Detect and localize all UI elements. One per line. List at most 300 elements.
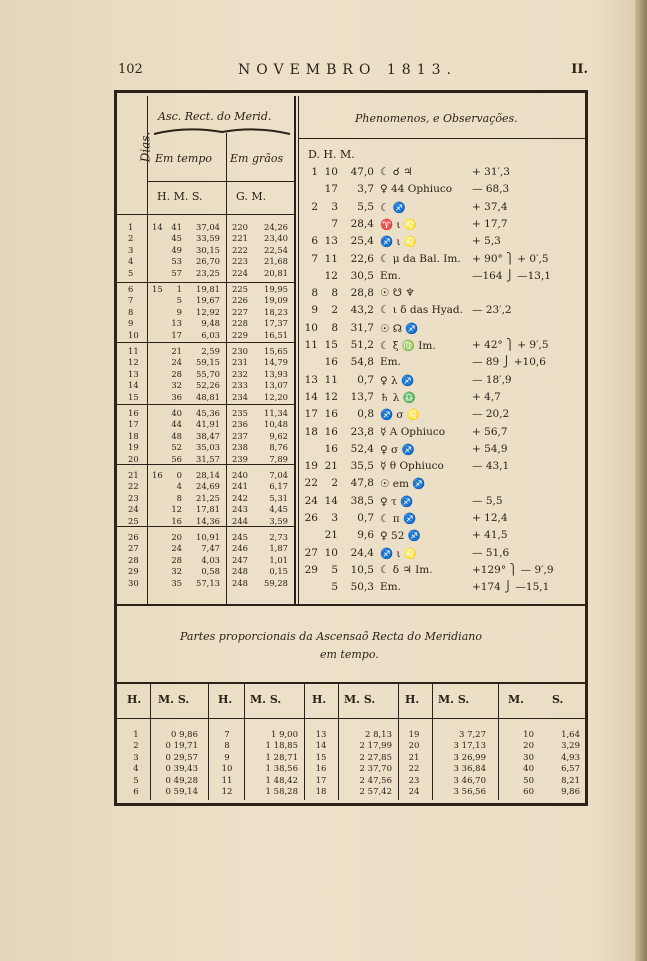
partes-header: S. <box>552 693 564 706</box>
partes-cell: 8,21 <box>561 775 580 786</box>
row-day: 25 <box>128 515 139 526</box>
row-day: 30 <box>128 577 139 588</box>
phen-body: ☿ θ Ophiuco <box>380 460 444 473</box>
phen-hour: 15 <box>324 339 338 351</box>
partes-title-2: em tempo. <box>320 648 379 661</box>
partes-header-rule <box>117 718 585 719</box>
row-degree: 245 <box>232 532 248 542</box>
phen-hour: 5 <box>331 563 338 576</box>
phen-hour: 21 <box>324 460 338 473</box>
phen-value: — 5,5 <box>472 494 503 507</box>
tempo-graos-divider <box>226 133 227 604</box>
partes-cell: 16 <box>315 764 327 775</box>
partes-cell: 3,29 <box>561 741 580 752</box>
partes-cell: 3 46,70 <box>453 775 486 786</box>
partes-cell: 50 <box>523 775 534 786</box>
phen-minute: 3,7 <box>357 183 374 196</box>
partes-cell: 1 18,85 <box>265 741 298 752</box>
phen-day: 6 <box>311 235 318 248</box>
row-degree: 223 <box>232 256 248 267</box>
row-second: 21,25 <box>196 492 220 503</box>
row-degree: 248 <box>232 566 248 577</box>
row-minute-arc: 4,45 <box>269 504 288 515</box>
row-degree: 230 <box>232 346 248 356</box>
partes-cell: 60 <box>523 787 534 797</box>
partes-cell: 1,64 <box>561 730 580 740</box>
row-minute-arc: 19,95 <box>264 284 288 294</box>
phen-minute: 0,7 <box>357 512 374 524</box>
phen-day: 18 <box>304 425 318 438</box>
partes-cell: 24 <box>408 787 420 797</box>
row-minute-arc: 23,40 <box>264 233 288 244</box>
brace-ornament <box>152 126 292 136</box>
row-second: 0,58 <box>201 566 220 577</box>
phen-day: 14 <box>304 390 318 403</box>
partes-cell: 0 29,57 <box>165 752 198 763</box>
group-rule-2 <box>117 342 294 343</box>
partes-header: M. S. <box>438 693 470 706</box>
phen-hour: 2 <box>331 477 338 490</box>
phen-value: + 4,7 <box>472 390 501 403</box>
row-second: 37,04 <box>196 222 220 232</box>
phen-value: + 42° ⎫ + 9′,5 <box>472 339 549 351</box>
partes-col-divider <box>304 684 305 800</box>
row-minute: 4 <box>176 481 182 492</box>
phen-minute: 47,8 <box>350 477 374 490</box>
phen-value: —164 ⎭ —13,1 <box>472 269 551 282</box>
row-degree: 227 <box>232 306 248 317</box>
row-minute-arc: 18,23 <box>264 306 288 317</box>
phen-minute: 25,4 <box>350 235 374 248</box>
partes-cell: 22 <box>408 764 420 775</box>
partes-header: M. S. <box>250 693 282 706</box>
phen-body: ☾ δ ♃ Im. <box>380 563 433 576</box>
row-day: 3 <box>128 244 134 255</box>
partes-title-1: Partes proporcionais da Ascensaõ Recta do Meridiano <box>180 630 482 643</box>
row-second: 10,91 <box>196 532 220 542</box>
row-minute-arc: 3,59 <box>269 515 288 526</box>
row-day: 20 <box>128 453 139 464</box>
phen-hour: 12 <box>324 390 338 403</box>
phen-hour: 10 <box>324 546 338 559</box>
partes-cell: 7 <box>224 730 230 740</box>
row-minute: 16 <box>171 515 182 526</box>
row-degree: 225 <box>232 284 248 294</box>
asc-label: Asc. Rect. do Merid. <box>158 110 272 123</box>
page-header <box>118 62 588 84</box>
partes-cell: 10 <box>221 764 233 775</box>
phen-minute: 50,3 <box>350 581 374 594</box>
partes-cell: 17 <box>315 775 327 786</box>
phen-value: + 5,3 <box>472 235 501 248</box>
phen-hour: 16 <box>324 425 338 438</box>
row-minute-arc: 0,15 <box>269 566 288 577</box>
partes-cell: 13 <box>315 730 327 740</box>
roman-numeral: II. <box>571 62 588 77</box>
phen-body: ♐ ι ♌ <box>380 547 417 560</box>
row-second: 52,26 <box>196 380 220 391</box>
row-degree: 234 <box>232 391 248 402</box>
phen-body: ♐ ι ♌ <box>380 236 417 249</box>
partes-cell: 3 36,84 <box>453 764 486 775</box>
partes-cell: 14 <box>315 741 327 752</box>
phen-day: 29 <box>304 563 318 576</box>
row-minute-arc: 12,20 <box>264 391 288 402</box>
row-minute-arc: 13,07 <box>264 380 288 391</box>
phen-body: ♄ λ ♎ <box>380 391 416 404</box>
row-second: 19,81 <box>196 284 220 294</box>
partes-col-divider <box>432 684 433 800</box>
book-spine <box>635 0 647 961</box>
row-minute-arc: 14,79 <box>264 357 288 368</box>
row-second: 12,92 <box>196 306 220 317</box>
partes-col-divider <box>398 684 399 800</box>
row-minute: 12 <box>171 504 182 515</box>
phen-value: + 31′,3 <box>472 166 510 178</box>
phen-value: + 37,4 <box>472 200 508 213</box>
row-day: 24 <box>128 504 139 515</box>
row-degree: 248 <box>232 577 248 588</box>
partes-cell: 6,57 <box>561 764 580 775</box>
row-day: 10 <box>128 329 139 340</box>
row-minute-arc: 19,09 <box>264 295 288 306</box>
hms-top-rule <box>147 181 294 182</box>
phen-hour: 16 <box>324 442 338 455</box>
row-second: 6,03 <box>201 329 220 340</box>
row-day: 19 <box>128 442 139 453</box>
phen-body: Em. <box>380 581 401 594</box>
partes-cell: 3 56,56 <box>453 787 486 797</box>
group-rule-1 <box>117 282 294 283</box>
partes-cell: 2 17,99 <box>359 741 392 752</box>
phen-day: 27 <box>304 546 318 559</box>
row-degree: 224 <box>232 267 248 278</box>
phen-minute: 31,7 <box>350 321 374 334</box>
row-second: 28,14 <box>196 470 220 480</box>
phen-minute: 13,7 <box>350 390 374 403</box>
phen-day: 26 <box>304 512 318 524</box>
row-minute-arc: 20,81 <box>264 267 288 278</box>
group-rule-3 <box>117 404 294 405</box>
em-tempo-label: Em tempo <box>155 152 212 165</box>
partes-header: H. <box>127 693 142 706</box>
row-degree: 242 <box>232 492 248 503</box>
row-degree: 243 <box>232 504 248 515</box>
row-minute-arc: 21,68 <box>264 256 288 267</box>
row-minute: 28 <box>171 368 182 379</box>
row-day: 28 <box>128 554 139 565</box>
phen-minute: 0,7 <box>357 373 374 386</box>
row-day: 1 <box>128 222 134 232</box>
phen-body: ☉ em ♐ <box>380 478 426 491</box>
phen-day: 13 <box>304 373 318 386</box>
phen-value: + 90° ⎫ + 0′,5 <box>472 252 549 265</box>
row-minute: 28 <box>171 554 182 565</box>
phen-body: ☾ π ♐ <box>380 513 417 525</box>
row-day: 17 <box>128 419 139 430</box>
partes-cell: 2 8,13 <box>364 730 392 740</box>
partes-cell: 1 58,28 <box>265 787 298 797</box>
partes-cell: 10 <box>523 730 534 740</box>
row-degree: 220 <box>232 222 248 232</box>
row-minute: 13 <box>171 318 182 329</box>
phen-body: Em. <box>380 356 401 369</box>
partes-cell: 3 26,99 <box>453 752 486 763</box>
partes-header: H. <box>218 693 233 706</box>
row-minute-arc: 6,17 <box>269 481 288 492</box>
phen-day: 24 <box>304 494 318 507</box>
row-second: 31,57 <box>196 453 220 464</box>
phen-hour: 3 <box>331 200 338 213</box>
phen-minute: 5,5 <box>357 200 374 213</box>
row-day: 16 <box>128 408 139 418</box>
partes-header: H. <box>312 693 327 706</box>
row-minute: 57 <box>171 267 182 278</box>
partes-cell: 0 49,28 <box>165 775 198 786</box>
row-day: 23 <box>128 492 139 503</box>
row-degree: 221 <box>232 233 248 244</box>
phen-value: + 17,7 <box>472 217 508 230</box>
row-minute-arc: 1,01 <box>269 554 288 565</box>
row-degree: 244 <box>232 515 248 526</box>
row-minute-arc: 15,65 <box>264 346 288 356</box>
row-second: 41,91 <box>196 419 220 430</box>
phen-body: ♀ λ ♐ <box>380 374 415 387</box>
partes-cell: 2 27,85 <box>359 752 392 763</box>
row-day: 18 <box>128 430 139 441</box>
phen-value: — 68,3 <box>472 183 510 196</box>
row-second: 24,69 <box>196 481 220 492</box>
phen-header-rule <box>299 138 585 139</box>
phen-hour: 16 <box>324 356 338 369</box>
row-degree: 246 <box>232 543 248 554</box>
phen-hour: 8 <box>331 321 338 334</box>
phen-day: 2 <box>311 200 318 213</box>
dias-label: Dias. <box>138 131 153 163</box>
row-minute: 5 <box>176 295 182 306</box>
phen-body: ☿ A Ophiuco <box>380 425 446 438</box>
row-minute-arc: 5,31 <box>269 492 288 503</box>
phen-value: + 12,4 <box>472 512 508 524</box>
phen-minute: 0,8 <box>357 408 374 421</box>
row-minute-arc: 2,73 <box>269 532 288 542</box>
row-degree: 238 <box>232 442 248 453</box>
row-minute-arc: 24,26 <box>264 222 288 232</box>
phen-day: 8 <box>311 287 318 300</box>
row-minute-arc: 11,34 <box>264 408 288 418</box>
partes-cell: 30 <box>523 752 534 763</box>
row-day: 2 <box>128 233 134 244</box>
gm-label: G. M. <box>236 190 267 203</box>
phen-hour: 3 <box>331 512 338 524</box>
main-divider <box>294 96 296 604</box>
row-degree: 247 <box>232 554 248 565</box>
row-day: 5 <box>128 267 134 278</box>
row-second: 38,47 <box>196 430 220 441</box>
main-divider-2 <box>298 96 299 604</box>
row-second: 59,15 <box>196 357 220 368</box>
partes-cell: 1 38,56 <box>265 764 298 775</box>
partes-header: M. S. <box>344 693 376 706</box>
phen-hour: 2 <box>331 304 338 317</box>
row-degree: 240 <box>232 470 248 480</box>
row-minute: 17 <box>171 329 182 340</box>
row-day: 22 <box>128 481 139 492</box>
partes-cell: 1 28,71 <box>265 752 298 763</box>
row-minute: 24 <box>171 543 182 554</box>
row-minute-arc: 17,37 <box>264 318 288 329</box>
row-degree: 233 <box>232 380 248 391</box>
row-minute: 52 <box>171 442 182 453</box>
phen-hour: 11 <box>324 373 338 386</box>
phen-body: ☾ ι δ das Hyad. <box>380 304 463 317</box>
row-minute-arc: 59,28 <box>264 577 288 588</box>
partes-cell: 0 19,71 <box>165 741 198 752</box>
partes-cell: 23 <box>408 775 420 786</box>
phen-body: ♀ 52 ♐ <box>380 530 421 543</box>
phen-hour: 13 <box>324 235 338 248</box>
row-day: 14 <box>128 380 139 391</box>
phen-minute: 47,0 <box>350 166 374 178</box>
row-minute: 45 <box>171 233 182 244</box>
partes-cell: 5 <box>133 775 139 786</box>
row-degree: 239 <box>232 453 248 464</box>
partes-cell: 0 9,86 <box>170 730 198 740</box>
phen-value: +174 ⎭ —15,1 <box>472 581 550 594</box>
phen-value: — 43,1 <box>472 460 510 473</box>
partes-cell: 20 <box>408 741 420 752</box>
row-second: 7,47 <box>201 543 220 554</box>
phen-body: ♀ 44 Ophiuco <box>380 183 453 196</box>
phen-hour: 21 <box>324 529 338 542</box>
phen-minute: 23,8 <box>350 425 374 438</box>
partes-cell: 1 9,00 <box>270 730 298 740</box>
partes-cell: 4 <box>133 764 139 775</box>
phen-value: — 89 ⎭ +10,6 <box>472 356 546 369</box>
partes-cell: 2 47,56 <box>359 775 392 786</box>
row-second: 2,59 <box>201 346 220 356</box>
partes-cell: 1 48,42 <box>265 775 298 786</box>
hms-label: H. M. S. <box>157 190 203 203</box>
row-day: 6 <box>128 284 134 294</box>
page-number: 102 <box>118 62 143 77</box>
partes-cell: 9 <box>224 752 230 763</box>
row-day: 11 <box>128 346 139 356</box>
phen-day: 1 <box>311 166 318 178</box>
row-day: 12 <box>128 357 139 368</box>
partes-cell: 6 <box>133 787 139 797</box>
phen-hour: 8 <box>331 287 338 300</box>
row-second: 45,36 <box>196 408 220 418</box>
partes-cell: 21 <box>408 752 420 763</box>
row-minute-arc: 7,04 <box>269 470 288 480</box>
row-minute: 56 <box>171 453 182 464</box>
row-day: 9 <box>128 318 134 329</box>
phen-minute: 10,5 <box>350 563 374 576</box>
phen-dhm: D. H. M. <box>308 148 355 161</box>
row-minute-arc: 13,93 <box>264 368 288 379</box>
partes-cell: 8 <box>224 741 230 752</box>
phen-minute: 28,8 <box>350 287 374 300</box>
row-degree: 228 <box>232 318 248 329</box>
phen-value: — 20,2 <box>472 408 510 421</box>
phen-body: Em. <box>380 269 401 282</box>
row-second: 35,03 <box>196 442 220 453</box>
phen-hour: 16 <box>324 408 338 421</box>
partes-col-divider <box>498 684 499 800</box>
group-rule-5 <box>117 526 294 527</box>
phen-day: 11 <box>304 339 318 351</box>
partes-cell: 19 <box>408 730 420 740</box>
row-second: 48,81 <box>196 391 220 402</box>
row-minute-arc: 9,62 <box>269 430 288 441</box>
phen-day: 22 <box>304 477 318 490</box>
row-degree: 229 <box>232 329 248 340</box>
row-hour: 16 <box>152 470 163 480</box>
dias-divider <box>147 96 148 604</box>
row-second: 55,70 <box>196 368 220 379</box>
row-day: 21 <box>128 470 139 480</box>
row-second: 26,70 <box>196 256 220 267</box>
partes-cell: 20 <box>523 741 534 752</box>
phen-minute: 24,4 <box>350 546 374 559</box>
row-minute: 21 <box>171 346 182 356</box>
phen-body: ☾ ξ ♍ Im. <box>380 340 436 352</box>
row-minute-arc: 1,87 <box>269 543 288 554</box>
phen-value: + 54,9 <box>472 442 508 455</box>
page-title: NOVEMBRO 1813. <box>238 62 457 78</box>
phen-hour: 5 <box>331 581 338 594</box>
phen-hour: 14 <box>324 494 338 507</box>
row-minute: 32 <box>171 566 182 577</box>
row-second: 4,03 <box>201 554 220 565</box>
row-second: 23,25 <box>196 267 220 278</box>
partes-cell: 0 39,43 <box>165 764 198 775</box>
partes-cell: 3 <box>133 752 139 763</box>
partes-cell: 11 <box>221 775 233 786</box>
row-degree: 231 <box>232 357 248 368</box>
phen-minute: 35,5 <box>350 460 374 473</box>
phen-minute: 38,5 <box>350 494 374 507</box>
row-hour: 14 <box>152 222 163 232</box>
phen-body: ♐ σ ♌ <box>380 409 420 422</box>
partes-cell: 2 57,42 <box>359 787 392 797</box>
row-minute: 32 <box>171 380 182 391</box>
partes-cell: 4,93 <box>561 752 580 763</box>
phen-body: ♈ ι ♌ <box>380 218 417 231</box>
phen-day: 9 <box>311 304 318 317</box>
row-day: 26 <box>128 532 139 542</box>
partes-header: M. <box>508 693 525 706</box>
partes-cell: 15 <box>315 752 327 763</box>
partes-col-divider <box>208 684 209 800</box>
partes-cell: 2 37,70 <box>359 764 392 775</box>
phen-title: Phenomenos, e Observações. <box>355 112 518 125</box>
row-minute: 49 <box>171 244 182 255</box>
partes-cell: 3 17,13 <box>453 741 486 752</box>
row-minute-arc: 16,51 <box>264 329 288 340</box>
phen-day: 17 <box>304 408 318 421</box>
row-minute-arc: 8,76 <box>269 442 288 453</box>
phen-value: + 41,5 <box>472 529 508 542</box>
phen-body: ☉ ☋ ♆ <box>380 287 415 300</box>
phen-body: ♀ σ ♐ <box>380 443 415 456</box>
partes-cell: 2 <box>133 741 139 752</box>
row-degree: 232 <box>232 368 248 379</box>
row-second: 19,67 <box>196 295 220 306</box>
row-day: 4 <box>128 256 134 267</box>
row-second: 14,36 <box>196 515 220 526</box>
